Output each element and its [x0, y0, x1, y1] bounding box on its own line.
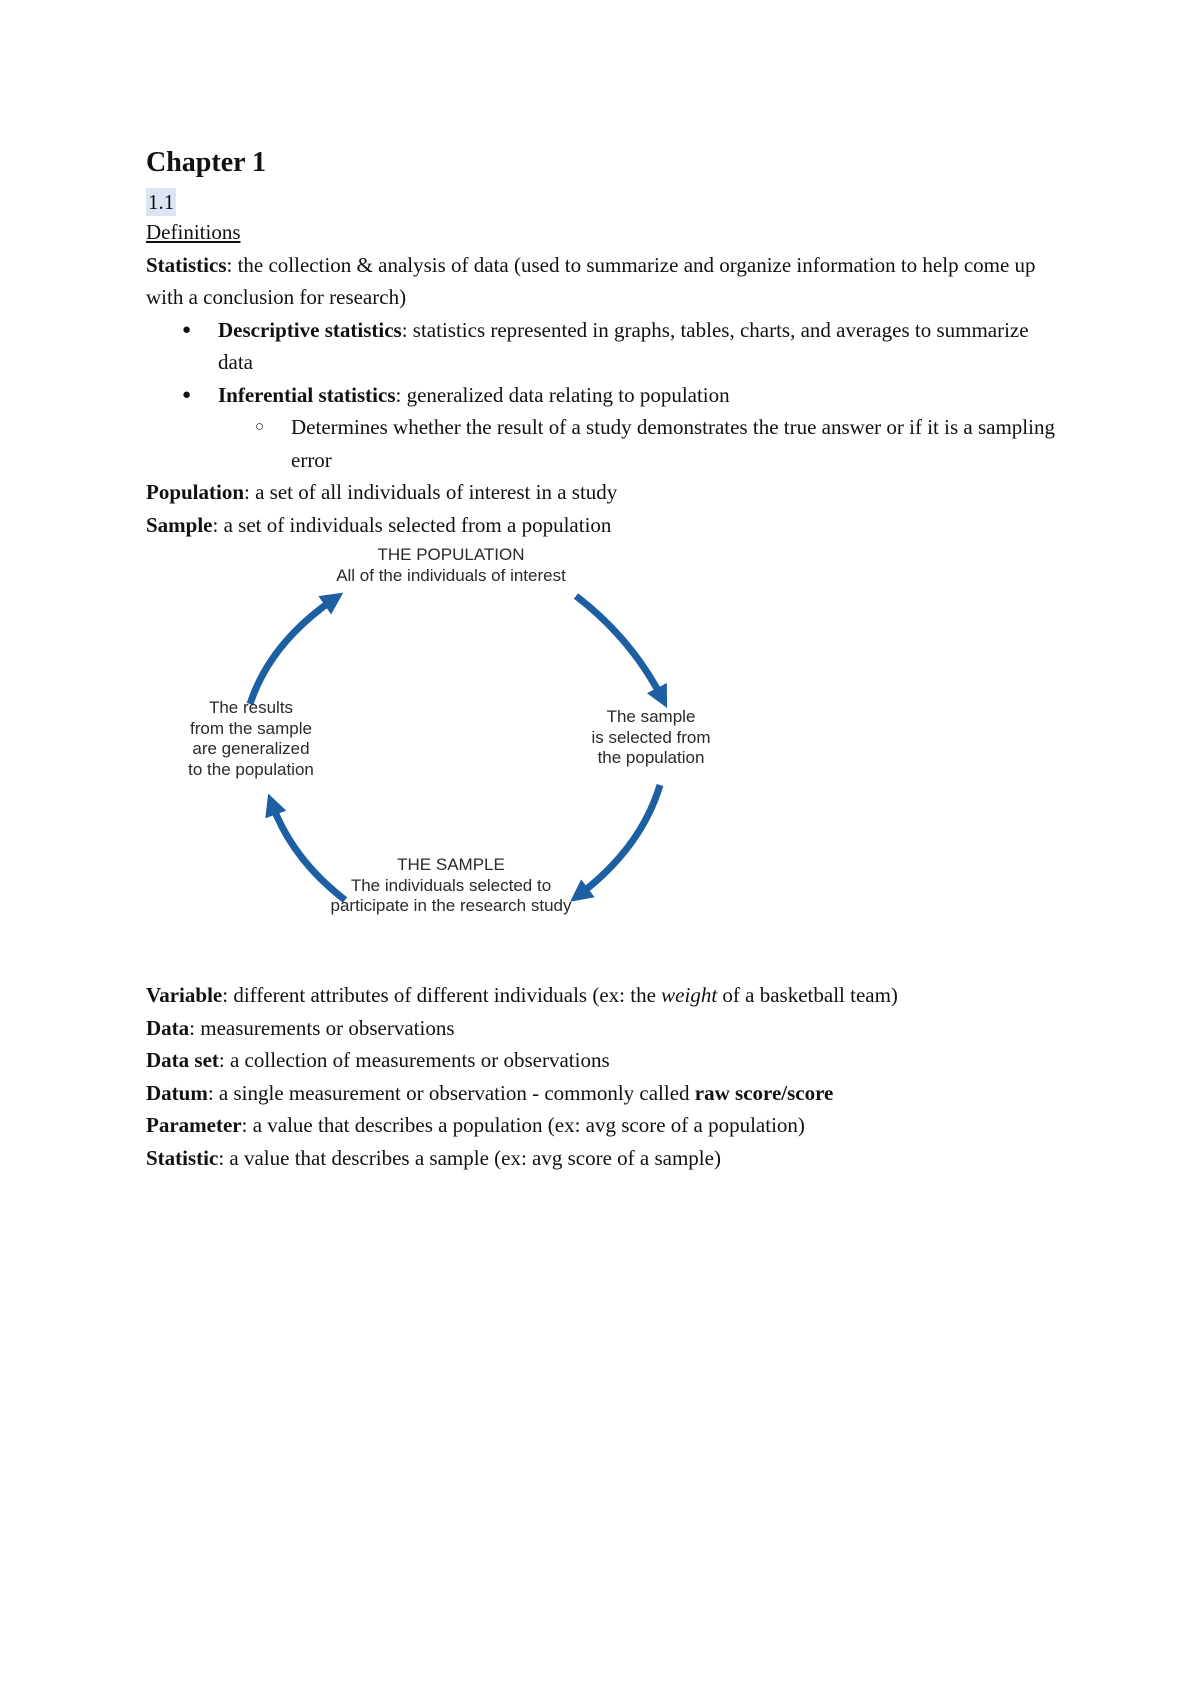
term: Sample [146, 512, 213, 537]
dataset-definition [146, 1044, 1066, 1077]
definition-text: : a value that describes a sample (ex: avg score of a sample) [218, 1145, 721, 1170]
definition-text: : a set of individuals selected from a population [212, 512, 612, 537]
generalized-label [176, 698, 326, 780]
statistic-definition [146, 1142, 1066, 1175]
definition-text: : statistics represented in graphs, tables, charts, and averages to summarize data [218, 317, 1029, 374]
label-line: The results [208, 698, 294, 717]
term: Data set [146, 1048, 219, 1072]
list-item: ○ Determines whether the result of a study demonstrates the true answer or if it is a sampling error [291, 411, 1066, 476]
sub-bullet-list [218, 411, 1066, 476]
definitions-heading: Definitions [146, 220, 241, 244]
population-label [321, 545, 581, 586]
arrow-generalized-to-population [250, 599, 334, 704]
term: Variable [146, 983, 223, 1007]
sample-label [311, 855, 591, 917]
term: Parameter [146, 1113, 242, 1137]
statistics-definition [146, 249, 1066, 314]
term: Statistics [146, 252, 227, 277]
definition-text: : a value that describes a population (ex: avg score of a population) [241, 1113, 805, 1137]
parameter-definition [146, 1109, 1066, 1142]
variable-definition [146, 979, 1066, 1012]
definition-text: : different attributes of different individuals (ex: the [222, 983, 662, 1007]
sample-definition [146, 509, 1066, 542]
definition-text: : measurements or observations [189, 1015, 455, 1040]
population-definition [146, 476, 1066, 509]
definition-text: : generalized data relating to population [395, 382, 730, 407]
document-page [146, 140, 1066, 1174]
section-number: 1.1 [148, 190, 175, 214]
definition-text: : a single measurement or observation - commonly called [207, 1080, 695, 1105]
label-line: are generalized [192, 739, 310, 758]
term: Population [146, 480, 245, 504]
arrow-population-to-sample [576, 596, 662, 698]
term: Inferential statistics [218, 382, 396, 407]
list-item [218, 379, 1066, 477]
label-line: from the sample [190, 718, 312, 738]
term: Descriptive statistics [218, 317, 402, 342]
label-line: participate in the research study [330, 896, 572, 915]
population-subtitle: All of the individuals of interest [336, 565, 566, 585]
datum-definition [146, 1077, 1066, 1110]
population-title: THE POPULATION [377, 545, 525, 564]
bold-phrase: raw score/score [694, 1080, 834, 1105]
population-sample-cycle-diagram [146, 543, 1066, 973]
definition-text: : a set of all individuals of interest in a study [244, 480, 618, 504]
label-line: The individuals selected to [350, 875, 552, 895]
chapter-title: Chapter 1 [146, 147, 267, 178]
term: Data [146, 1015, 190, 1040]
arrow-sample-selected-to-sample [579, 785, 660, 895]
term: Datum [146, 1080, 208, 1105]
label-line: to the population [188, 759, 314, 779]
definition-text: : the collection & analysis of data (used to summarize and organize information to help come up with a conclusion for research) [146, 252, 1036, 309]
data-definition [146, 1012, 1066, 1045]
list-item [218, 314, 1066, 379]
label-line: the population [597, 748, 705, 767]
sample-selected-label [576, 707, 726, 769]
definition-text: : a collection of measurements or observations [218, 1048, 610, 1072]
term: Statistic [146, 1145, 219, 1170]
label-line: is selected from [591, 727, 711, 747]
bullet-list [146, 314, 1066, 477]
italic-word: weight [661, 983, 718, 1007]
sample-title: THE SAMPLE [397, 855, 505, 874]
label-line: The sample [606, 707, 696, 726]
definition-text: of a basketball team) [717, 983, 898, 1007]
